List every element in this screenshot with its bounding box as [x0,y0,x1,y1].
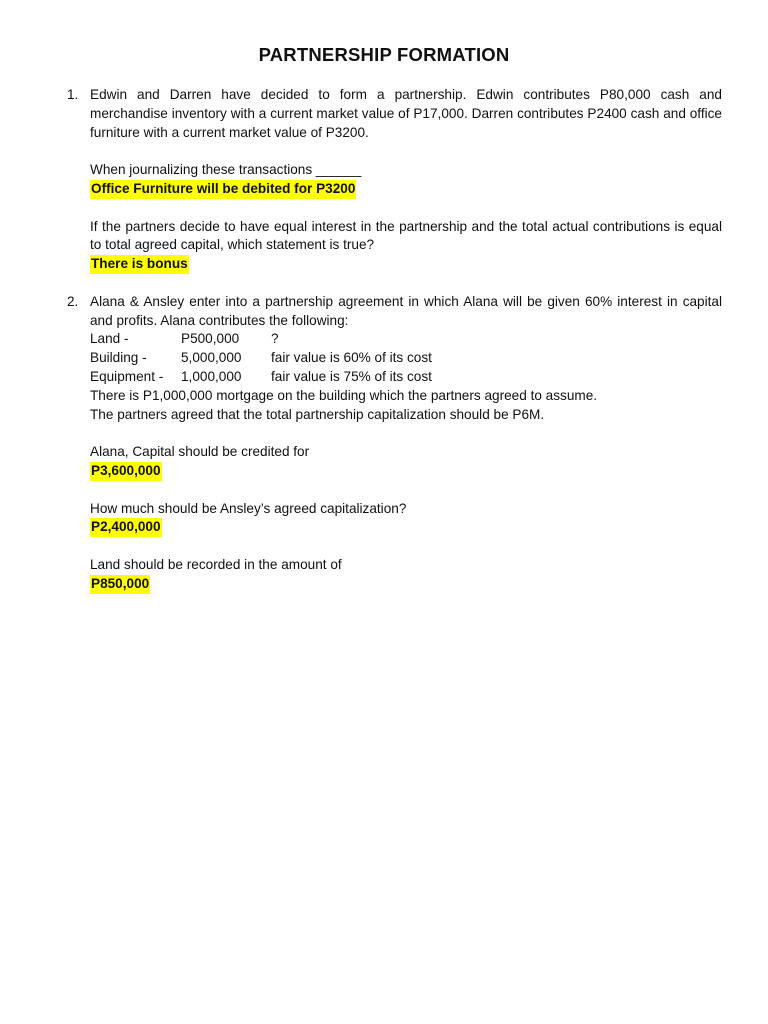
page-title: PARTNERSHIP FORMATION [258,44,510,65]
question-prompt: Land should be recorded in the amount of [90,556,342,572]
question-1 [67,86,722,274]
contribution-note: fair value is 60% of its cost [271,350,432,366]
contribution-note: ? [271,331,279,347]
contribution-row [90,349,722,368]
question-number: 2. [67,293,79,309]
question-prompt: If the partners decide to have equal interest in the partnership and the total actual contributions is equal to total agreed capital, which statement is true? [90,218,722,253]
question-prompt: Alana, Capital should be credited for [90,444,310,460]
mortgage-statement: There is P1,000,000 mortgage on the building which the partners agreed to assume. [90,387,598,403]
question-number: 1. [67,87,79,102]
contribution-item: Building - [90,350,147,366]
highlighted-answer: Office Furniture will be debited for P3200 [90,180,356,199]
spacer [90,199,722,218]
contribution-row [90,330,722,349]
capitalization-statement: The partners agreed that the total partnership capitalization should be P6M. [90,406,545,422]
contribution-amount: P500,000 [181,331,240,347]
contribution-item: Land - [90,331,129,347]
question-prompt: How much should be Ansley’s agreed capitalization? [90,500,407,516]
highlighted-answer: There is bonus [90,255,189,274]
spacer [90,537,722,556]
contribution-row [90,368,722,387]
question-prompt: When journalizing these transactions ______ [90,162,362,178]
spacer [90,481,722,500]
highlighted-answer: P2,400,000 [90,518,162,537]
question-2 [67,293,722,594]
spacer [90,424,722,443]
contribution-amount: 5,000,000 [181,350,242,366]
question-intro: Alana & Ansley enter into a partnership agreement in which Alana will be given 60% interest in capital and profits. Alana contributes the following: [90,293,722,328]
question-intro: Edwin and Darren have decided to form a partnership. Edwin contributes P80,000 cash and merchandise inventory with a current market value of P17,000. Darren contributes P2400 cash and office furniture with a current market value of P3200. [90,87,722,140]
highlighted-answer: P3,600,000 [90,462,162,481]
highlighted-answer: P850,000 [90,575,150,594]
contribution-note: fair value is 75% of its cost [271,368,432,384]
contribution-amount: 1,000,000 [181,368,242,384]
spacer [90,142,722,161]
contribution-item: Equipment - [90,368,164,384]
question-list [67,86,722,594]
